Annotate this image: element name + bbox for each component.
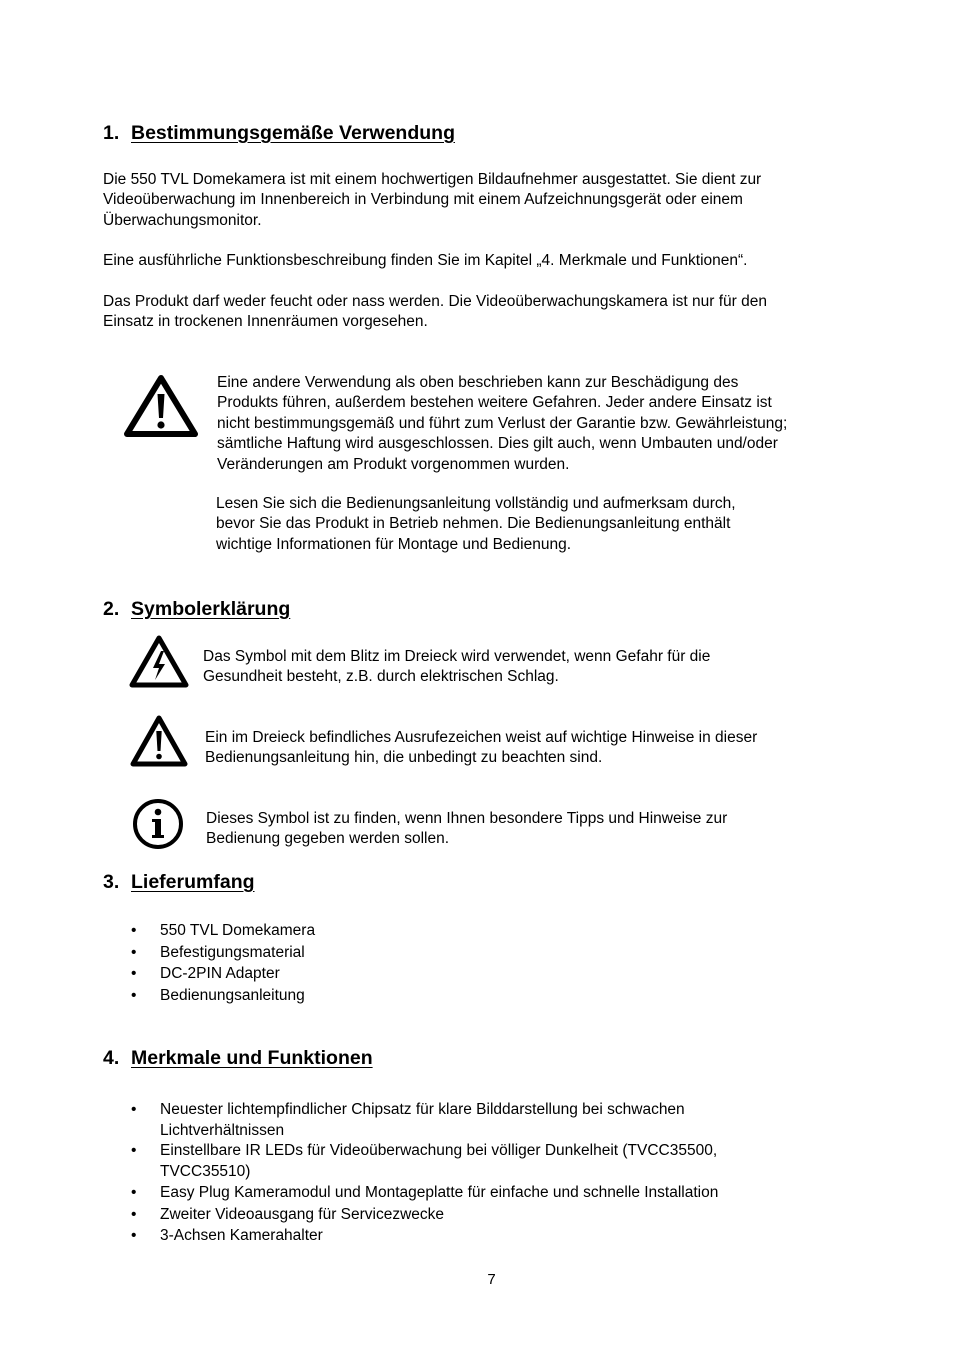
text-line: Bedienung gegeben werden sollen. [206,830,450,848]
text-line: Produkts führen, außerdem bestehen weitere Gefahren. Jeder andere Einsatz ist [217,394,772,412]
list-item [131,1141,718,1182]
text-line: Bedienungsanleitung hin, die unbedingt zu beachten sind. [205,749,603,767]
list-item [131,942,315,964]
section1-paragraph-1 [103,170,761,231]
list-item [131,920,315,942]
info-icon [131,797,185,851]
list-item-text: • Befestigungsmaterial [160,943,305,961]
text-line: Eine ausführliche Funktionsbeschreibung finden Sie im Kapitel „4. Merkmale und Funktionen“. [103,252,748,269]
exclamation-warning-icon [129,714,189,768]
list-item-text: • DC-2PIN Adapter [160,965,280,982]
text-line: Gesundheit besteht, z.B. durch elektrischen Schlag. [203,668,559,686]
list-item-text: Lichtverhältnissen [160,1121,285,1139]
warning-paragraph-1 [217,373,787,475]
section3-heading [103,870,255,894]
list-item [131,963,315,985]
text-line: sämtliche Haftung wird ausgeschlossen. Dies gilt auch, wenn Umbauten und/oder [217,435,778,453]
list-item-text: • Zweiter Videoausgang für Servicezwecke [160,1205,445,1223]
section1-paragraph-2 [103,251,747,271]
list-item-text: • Einstellbare IR LEDs für Videoüberwachung bei völliger Dunkelheit (TVCC35500, [160,1142,718,1159]
section2-heading [103,597,290,621]
features-list [131,1100,718,1247]
symbol-lightning-text [203,647,710,688]
text-line: Veränderungen am Produkt vorgenommen wurden. [217,455,570,473]
lightning-warning-icon [128,634,190,690]
section-number: 4. [103,1047,120,1069]
section1-paragraph-3 [103,292,767,333]
list-item-text: • 550 TVL Domekamera [160,922,316,939]
list-item-text: • Bedienungsanleitung [160,986,305,1004]
section-number: 2. [103,598,120,620]
list-item [131,1183,718,1204]
section-title: Lieferumfang [131,871,255,893]
text-line: Eine andere Verwendung als oben beschrieben kann zur Beschädigung des [217,374,739,391]
text-line: Die 550 TVL Domekamera ist mit einem hochwertigen Bildaufnehmer ausgestattet. Sie dient zur [103,171,762,188]
text-line: bevor Sie das Produkt in Betrieb nehmen. Die Bedienungsanleitung enthält [216,515,731,533]
section-number: 1. [103,122,120,144]
symbol-exclamation-text [205,728,757,769]
exclamation-warning-icon [123,374,199,438]
list-item [131,985,315,1007]
section-title: Symbolerklärung [131,598,291,620]
text-line: Überwachungsmonitor. [103,211,262,229]
list-item-text: • Easy Plug Kameramodul und Montageplatte für einfache und schnelle Installation [160,1184,719,1201]
section-number: 3. [103,871,120,893]
list-item [131,1100,718,1141]
list-item-text: TVCC35510) [160,1162,251,1180]
text-line: Lesen Sie sich die Bedienungsanleitung vollständig und aufmerksam durch, [216,495,736,512]
warning-paragraph-2 [216,494,736,555]
page-number: 7 [487,1271,496,1288]
section-title: Bestimmungsgemäße Verwendung [131,122,455,144]
text-line: Dieses Symbol ist zu finden, wenn Ihnen besondere Tipps und Hinweise zur [206,810,728,827]
text-line: wichtige Informationen für Montage und Bedienung. [216,535,572,553]
list-item-text: • 3-Achsen Kamerahalter [160,1227,323,1244]
text-line: Das Symbol mit dem Blitz im Dreieck wird verwendet, wenn Gefahr für die [203,648,711,665]
text-line: Ein im Dreieck befindliches Ausrufezeichen weist auf wichtige Hinweise in dieser [205,729,758,746]
text-line: nicht bestimmungsgemäß und führt zum Verlust der Garantie bzw. Gewährleistung; [217,414,788,432]
list-item [131,1226,718,1247]
section1-heading [103,121,455,145]
symbol-info-text [206,809,727,850]
text-line: Videoüberwachung im Innenbereich in Verbindung mit einem Aufzeichnungsgerät oder einem [103,191,743,209]
list-item [131,1205,718,1226]
text-line: Einsatz in trockenen Innenräumen vorgesehen. [103,313,428,331]
delivery-list [131,920,315,1006]
section4-heading [103,1046,373,1070]
section-title: Merkmale und Funktionen [131,1047,373,1069]
list-item-text: • Neuester lichtempfindlicher Chipsatz für klare Bilddarstellung bei schwachen [160,1101,685,1118]
text-line: Das Produkt darf weder feucht oder nass werden. Die Videoüberwachungskamera ist nur für den [103,293,767,310]
